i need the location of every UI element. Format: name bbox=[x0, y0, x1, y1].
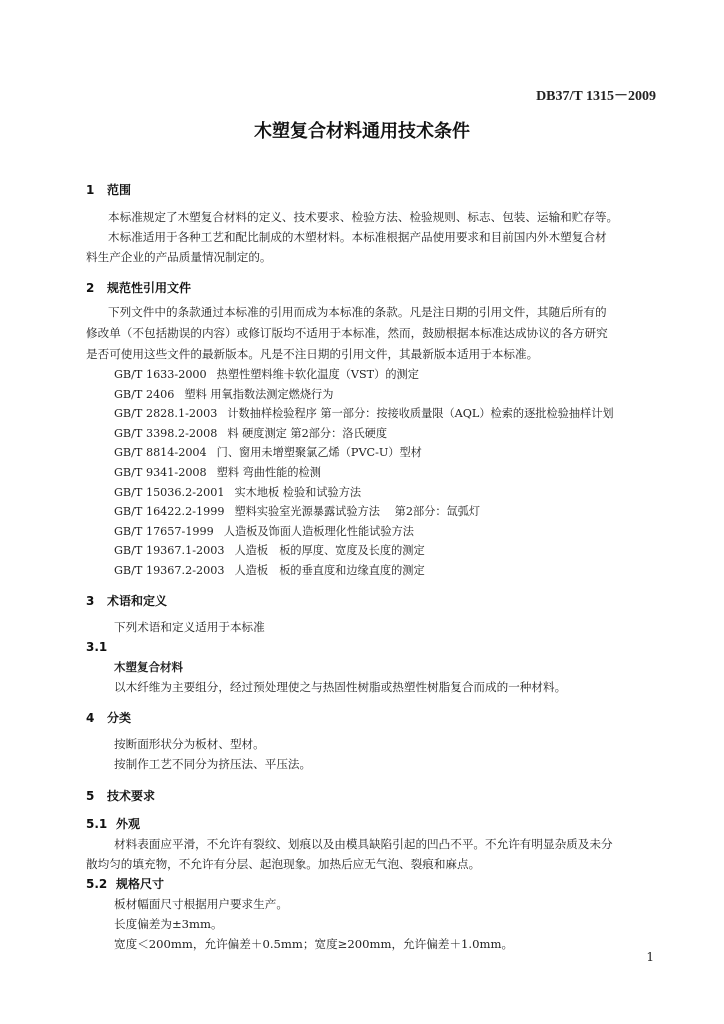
paragraph: 本标准规定了木塑复合材料的定义、技术要求、检验方法、检验规则、标志、包装、运输和贮存等。 bbox=[108, 210, 619, 224]
section-number: 3 bbox=[86, 593, 95, 608]
paragraph: 按制作工艺不同分为挤压法、平压法。 bbox=[114, 756, 312, 771]
paragraph: 散均匀的填充物，不允许有分层、起泡现象。加热后应无气泡、裂痕和麻点。 bbox=[86, 856, 481, 871]
reference-code: GB/T 9341-2008 bbox=[114, 465, 207, 479]
reference-code: GB/T 19367.1-2003 bbox=[114, 544, 225, 558]
reference-item bbox=[114, 385, 660, 405]
reference-code: GB/T 16422.2-1999 bbox=[114, 505, 225, 519]
term-name: 木塑复合材料 bbox=[114, 659, 183, 674]
section-title: 分类 bbox=[107, 710, 132, 725]
reference-title: 塑料实验室光源暴露试验方法 第2部分：氙弧灯 bbox=[234, 505, 481, 519]
subsection-title: 外观 bbox=[116, 816, 141, 831]
document-body bbox=[86, 181, 660, 954]
paragraph: 修改单（不包括勘误的内容）或修订版均不适用于本标准，然而，鼓励根据本标准达成协议的各方研究 bbox=[86, 326, 608, 340]
reference-title: 实木地板 检验和试验方法 bbox=[234, 485, 362, 499]
reference-item bbox=[114, 443, 660, 463]
paragraph: 按断面形状分为板材、型材。 bbox=[114, 736, 265, 751]
reference-code: GB/T 2406 bbox=[114, 387, 175, 401]
reference-title: 人造板 板的垂直度和边缘直度的测定 bbox=[234, 563, 425, 577]
reference-title: 塑料 用氧指数法测定燃烧行为 bbox=[184, 387, 334, 401]
paragraph: 长度偏差为±3mm。 bbox=[114, 916, 223, 931]
reference-title: 热塑性塑料维卡软化温度（VST）的测定 bbox=[216, 368, 419, 381]
page-number: 1 bbox=[646, 950, 654, 964]
reference-title: 计数抽样检验程序 第一部分：按接收质量限（AQL）检索的逐批检验抽样计划 bbox=[227, 407, 614, 421]
section-number: 5 bbox=[86, 788, 95, 803]
paragraph: 木标准适用于各种工艺和配比制成的木塑材料。本标准根据产品使用要求和目前国内外木塑复合材 bbox=[108, 230, 607, 244]
paragraph: 是否可使用这些文件的最新版本。凡是不注日期的引用文件，其最新版本适用于本标准。 bbox=[86, 347, 539, 361]
document-title: 木塑复合材料通用技术条件 bbox=[254, 121, 470, 142]
section-number: 1 bbox=[86, 183, 95, 197]
reference-item bbox=[114, 502, 660, 522]
section-title: 技术要求 bbox=[107, 788, 156, 803]
subsection-heading-appearance bbox=[86, 814, 660, 834]
section-title: 范围 bbox=[107, 183, 132, 197]
reference-item bbox=[114, 522, 660, 542]
reference-item bbox=[114, 541, 660, 561]
reference-title: 门、窗用未增塑聚氯乙烯（PVC-U）型材 bbox=[216, 446, 422, 460]
reference-code: GB/T 2828.1-2003 bbox=[114, 407, 218, 421]
section-heading-classification bbox=[86, 709, 660, 726]
section-heading-requirements bbox=[86, 787, 660, 804]
paragraph: 宽度＜200mm，允许偏差＋0.5mm；宽度≥200mm，允许偏差＋1.0mm。 bbox=[114, 936, 514, 951]
subsection-number: 5.1 bbox=[86, 816, 108, 831]
reference-title: 人造板 板的厚度、宽度及长度的测定 bbox=[234, 544, 425, 558]
reference-item bbox=[114, 424, 660, 444]
reference-code: GB/T 8814-2004 bbox=[114, 446, 207, 460]
subsection-title: 规格尺寸 bbox=[116, 876, 165, 891]
subsection-number: 3.1 bbox=[86, 639, 108, 654]
subsection-heading-dimensions bbox=[86, 874, 660, 894]
section-title: 规范性引用文件 bbox=[107, 281, 192, 295]
section-heading-references bbox=[86, 279, 660, 296]
term-definition: 以木纤维为主要组分，经过预处理使之与热固性树脂或热塑性树脂复合而成的一种材料。 bbox=[114, 679, 567, 694]
reference-code: GB/T 15036.2-2001 bbox=[114, 485, 225, 499]
subsection-number: 5.2 bbox=[86, 876, 108, 891]
reference-code: GB/T 19367.2-2003 bbox=[114, 563, 225, 577]
reference-code: GB/T 3398.2-2008 bbox=[114, 426, 218, 440]
reference-item bbox=[114, 404, 660, 424]
reference-item bbox=[114, 483, 660, 503]
reference-item bbox=[114, 365, 660, 385]
section-number: 2 bbox=[86, 281, 95, 295]
reference-code: GB/T 1633-2000 bbox=[114, 368, 207, 381]
reference-item bbox=[114, 561, 660, 581]
paragraph: 板材幅面尺寸根据用户要求生产。 bbox=[114, 896, 288, 911]
paragraph: 材料表面应平滑，不允许有裂纹、划痕以及由模具缺陷引起的凹凸不平。不允许有明显杂质及未分 bbox=[114, 836, 613, 851]
reference-title: 塑料 弯曲性能的检测 bbox=[216, 465, 321, 479]
section-number: 4 bbox=[86, 710, 95, 725]
section-title: 术语和定义 bbox=[107, 593, 168, 608]
reference-title: 人造板及饰面人造板理化性能试验方法 bbox=[223, 524, 414, 538]
reference-title: 料 硬度测定 第2部分：洛氏硬度 bbox=[227, 426, 388, 440]
paragraph: 料生产企业的产品质量情况制定的。 bbox=[86, 250, 272, 264]
document-code: DB37/T 1315－2009 bbox=[536, 89, 656, 104]
section-heading-scope bbox=[86, 181, 660, 198]
reference-code: GB/T 17657-1999 bbox=[114, 524, 214, 538]
paragraph: 下列术语和定义适用于本标准 bbox=[114, 619, 265, 634]
paragraph: 下列文件中的条款通过本标准的引用而成为本标准的条款。凡是注日期的引用文件，其随后所有的 bbox=[108, 305, 607, 319]
reference-list bbox=[86, 365, 660, 581]
section-heading-terms bbox=[86, 592, 660, 609]
reference-item bbox=[114, 463, 660, 483]
